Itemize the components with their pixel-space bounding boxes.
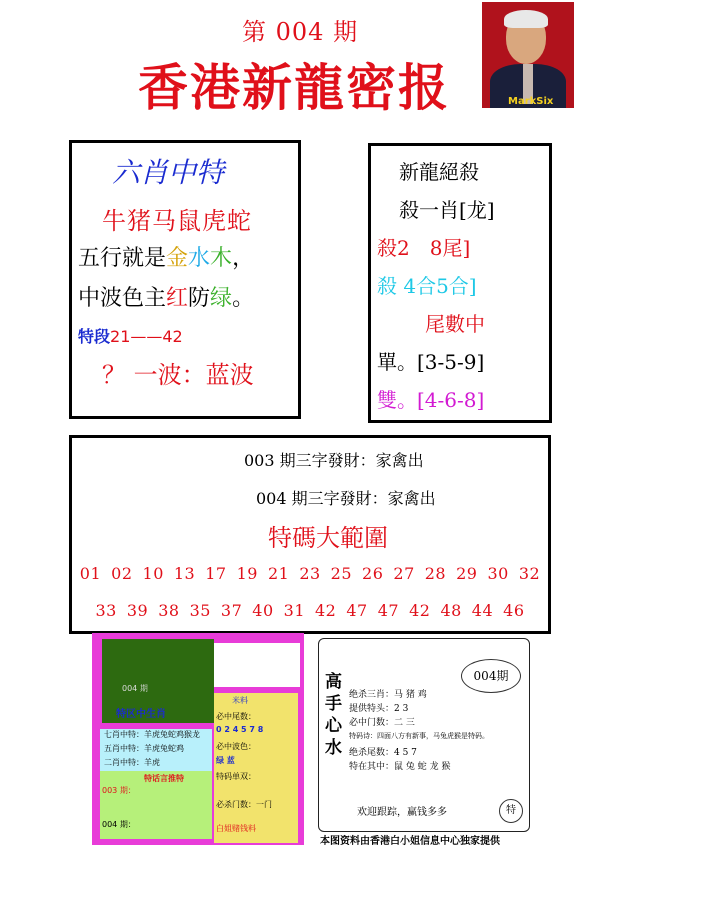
kill-zodiac: 殺一肖[龙] bbox=[399, 198, 495, 222]
issue-003-hint: 003 期三字發財：家禽出 bbox=[244, 451, 424, 470]
range-number: 30 bbox=[487, 564, 509, 583]
kill-combo: 殺 4合5合] bbox=[377, 274, 477, 298]
six-zodiac-heading: 六肖中特 bbox=[112, 156, 225, 189]
range-number: 26 bbox=[362, 564, 384, 583]
kill-tail: 殺2 8尾] bbox=[377, 236, 471, 260]
zodiac-list: 牛猪马鼠虎蛇 bbox=[102, 207, 252, 235]
odd-tails: 單。[3-5-9] bbox=[377, 350, 485, 374]
range-number: 32 bbox=[518, 564, 541, 583]
range-number: 13 bbox=[173, 564, 196, 583]
special-segment: 特段21——42 bbox=[78, 327, 183, 346]
wuxing-line: 五行就是金水木， bbox=[78, 246, 255, 271]
range-number: 27 bbox=[393, 564, 415, 583]
pick-row: 提供特头：2 3 bbox=[349, 704, 409, 714]
special-badge: 特 bbox=[499, 799, 523, 823]
issue-number: 第 004 期 bbox=[242, 18, 359, 46]
range-number: 01 bbox=[79, 564, 102, 583]
pick-row: 绝杀尾数：4 5 7 bbox=[349, 748, 417, 758]
tail-title: 尾數中 bbox=[425, 312, 485, 336]
portrait-photo bbox=[482, 2, 574, 108]
issue-004-hint: 004 期三字發財：家禽出 bbox=[256, 489, 436, 508]
range-number: 48 bbox=[440, 601, 462, 620]
wave-color-line: 中波色主红防绿。 bbox=[78, 286, 255, 311]
range-number: 42 bbox=[409, 601, 431, 620]
range-number: 42 bbox=[315, 601, 337, 620]
numbers-row-2 bbox=[72, 601, 548, 620]
range-number: 10 bbox=[142, 564, 164, 583]
range-number: 31 bbox=[283, 601, 305, 620]
range-number: 46 bbox=[503, 601, 525, 620]
range-number: 38 bbox=[158, 601, 180, 620]
issue-cloud: 004期 bbox=[461, 659, 521, 693]
six-zodiac-box bbox=[69, 140, 301, 419]
range-number: 02 bbox=[111, 564, 133, 583]
numbers-row-1 bbox=[72, 564, 548, 583]
pick-row: 绝杀三肖：马 猪 鸡 bbox=[349, 690, 427, 700]
range-number: 44 bbox=[471, 601, 494, 620]
range-number: 23 bbox=[299, 564, 321, 583]
range-number: 37 bbox=[220, 601, 243, 620]
welcome-text: 欢迎跟踪，赢钱多多 bbox=[357, 807, 447, 818]
expert-picks-image bbox=[318, 638, 530, 832]
kill-box-title: 新龍絕殺 bbox=[399, 160, 479, 184]
range-number: 47 bbox=[346, 601, 368, 620]
zodiac-poster-image: 004 期 特区中生肖 七肖中特：羊虎兔蛇鸡猴龙 五肖中特：羊虎兔蛇鸡 二肖中特：羊虎 特话言推特 003 期： 004 期： 米料 必中尾数： 0 2 4 5 7 8 必中波色： 绿 蓝 特码单双： 必杀门数：一门 白姐赌钱料 bbox=[92, 633, 304, 845]
wave-prediction: ？ 一波：蓝波 bbox=[102, 361, 254, 389]
credit-line: 本图资料由香港白小姐信息中心独家提供 bbox=[320, 836, 500, 847]
range-number: 33 bbox=[95, 601, 117, 620]
pick-row: 特码诗：四面八方有新事，马兔虎猴是特码。 bbox=[349, 732, 489, 740]
expert-vertical-title: 高手心水 bbox=[325, 672, 342, 758]
pick-row: 必中门数：二 三 bbox=[349, 718, 415, 728]
range-number: 40 bbox=[252, 601, 274, 620]
range-title: 特碼大範圍 bbox=[268, 524, 388, 552]
range-number: 17 bbox=[205, 564, 227, 583]
range-box bbox=[69, 435, 551, 634]
range-number: 29 bbox=[456, 564, 478, 583]
pick-row: 特在其中：鼠 兔 蛇 龙 猴 bbox=[349, 762, 451, 772]
range-number: 47 bbox=[377, 601, 400, 620]
range-number: 35 bbox=[189, 601, 211, 620]
range-number: 19 bbox=[236, 564, 258, 583]
page-title: 香港新龍密报 bbox=[138, 58, 450, 117]
kill-box bbox=[368, 143, 552, 423]
range-number: 21 bbox=[267, 564, 290, 583]
range-number: 25 bbox=[330, 564, 353, 583]
range-number: 39 bbox=[126, 601, 149, 620]
even-tails: 雙。[4-6-8] bbox=[377, 388, 485, 412]
range-number: 28 bbox=[424, 564, 447, 583]
marksix-logo: MarkSix bbox=[508, 96, 554, 107]
